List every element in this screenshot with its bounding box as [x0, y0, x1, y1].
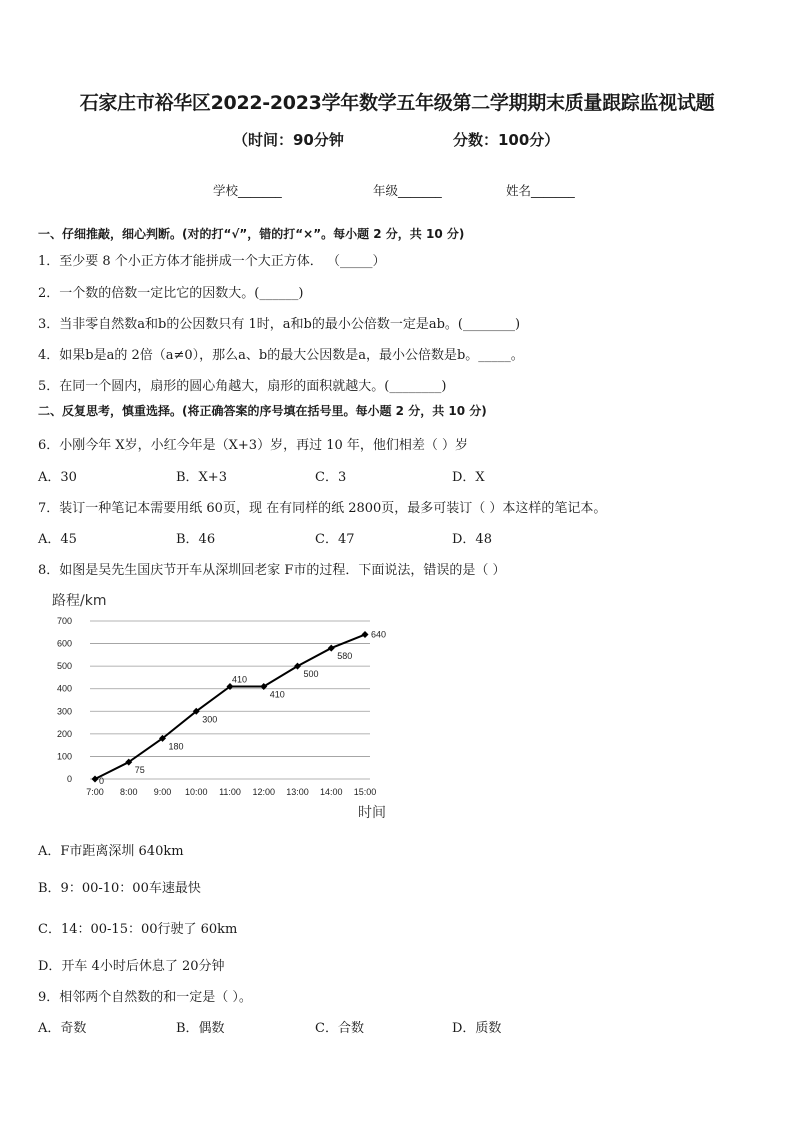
data-point	[328, 645, 335, 652]
q8-option-d: D．开车 4小时后休息了 20分钟	[38, 959, 225, 974]
q9-option-b: B．偶数	[176, 1021, 225, 1036]
q6-option-a: A．30	[38, 470, 77, 485]
data-label: 410	[269, 689, 285, 700]
x-tick-label: 10:00	[184, 787, 208, 797]
grade-field[interactable]: 年级_______	[373, 183, 442, 198]
data-label: 0	[99, 776, 105, 786]
data-point	[92, 776, 99, 783]
x-tick-label: 9:00	[153, 787, 172, 797]
q8-option-b: B．9：00-10：00车速最快	[38, 881, 201, 896]
y-tick-label: 600	[56, 638, 72, 649]
y-tick-label: 400	[56, 683, 72, 694]
section2-heading: 二、反复思考，慎重选择。(将正确答案的序号填在括号里。每小题 2 分，共 10 分)	[38, 404, 487, 418]
q7-option-b: B．46	[176, 532, 216, 547]
data-label: 640	[371, 629, 387, 640]
q8-option-c: C．14：00-15：00行驶了 60km	[38, 922, 238, 937]
line-chart-svg	[40, 588, 400, 828]
series-line	[95, 635, 365, 779]
question-1: 1．至少要 8 个小正方体才能拼成一个大正方体． （_____）	[38, 254, 386, 269]
x-tick-label: 12:00	[252, 787, 276, 797]
question-8: 8．如图是吴先生国庆节开车从深圳回老家 F市的过程．下面说法，错误的是（ ）	[38, 563, 506, 578]
y-tick-label: 0	[66, 774, 72, 784]
y-tick-label: 700	[56, 616, 72, 626]
q7-option-d: D．48	[452, 532, 492, 547]
q6-option-c: C．3	[315, 470, 347, 485]
y-tick-label: 300	[56, 706, 72, 717]
data-label: 500	[303, 669, 319, 680]
x-tick-label: 15:00	[353, 787, 377, 797]
q9-option-d: D．质数	[452, 1021, 502, 1036]
data-label: 580	[337, 651, 353, 662]
y-axis-title: 路程/km	[52, 593, 107, 609]
data-label: 75	[134, 765, 145, 776]
q7-option-a: A．45	[38, 532, 77, 547]
question-6: 6．小刚今年 X岁，小红今年是（X+3）岁，再过 10 年，他们相差（ ）岁	[38, 438, 469, 453]
y-tick-label: 100	[56, 751, 72, 762]
data-point	[362, 631, 369, 638]
section1-heading: 一、仔细推敲，细心判断。(对的打“√”，错的打“×”。每小题 2 分，共 10 分)	[38, 227, 465, 241]
school-field[interactable]: 学校_______	[213, 183, 282, 198]
q9-option-c: C．合数	[315, 1021, 364, 1036]
q8-option-a: A．F市距离深圳 640km	[38, 844, 184, 859]
q6-option-b: B．X+3	[176, 470, 227, 485]
question-9: 9．相邻两个自然数的和一定是（ ）。	[38, 990, 252, 1005]
x-tick-label: 7:00	[86, 787, 104, 797]
page-title: 石家庄市裕华区2022-2023学年数学五年级第二学期期末质量跟踪监视试题	[79, 92, 715, 114]
x-tick-label: 14:00	[319, 787, 343, 797]
data-label: 180	[168, 741, 184, 752]
data-label: 410	[232, 674, 248, 685]
question-7: 7．装订一种笔记本需要用纸 60页，现 在有同样的纸 2800页，最多可装订（ ）本这样的笔记本。	[38, 501, 607, 516]
x-tick-label: 13:00	[286, 787, 309, 797]
distance-time-chart	[40, 588, 400, 828]
exam-time: （时间：90分钟	[233, 131, 344, 149]
name-field[interactable]: 姓名_______	[506, 183, 575, 198]
question-2: 2．一个数的倍数一定比它的因数大。(______)	[38, 286, 304, 301]
exam-score: 分数：100分）	[453, 131, 560, 149]
q6-option-d: D．X	[452, 470, 485, 485]
y-tick-label: 500	[56, 661, 72, 672]
x-axis-title: 时间	[358, 805, 386, 821]
q7-option-c: C．47	[315, 532, 355, 547]
x-tick-label: 8:00	[119, 787, 138, 797]
question-4: 4．如果b是a的 2倍（a≠0），那么a、b的最大公因数是a，最小公倍数是b。_____。	[38, 348, 524, 363]
y-tick-label: 200	[56, 728, 72, 739]
data-label: 300	[202, 714, 218, 725]
question-3: 3．当非零自然数a和b的公因数只有 1时，a和b的最小公倍数一定是ab。(________)	[38, 317, 521, 332]
q9-option-a: A．奇数	[38, 1021, 87, 1036]
x-tick-label: 11:00	[219, 787, 241, 797]
question-5: 5．在同一个圆内，扇形的圆心角越大，扇形的面积就越大。(________)	[38, 379, 447, 394]
